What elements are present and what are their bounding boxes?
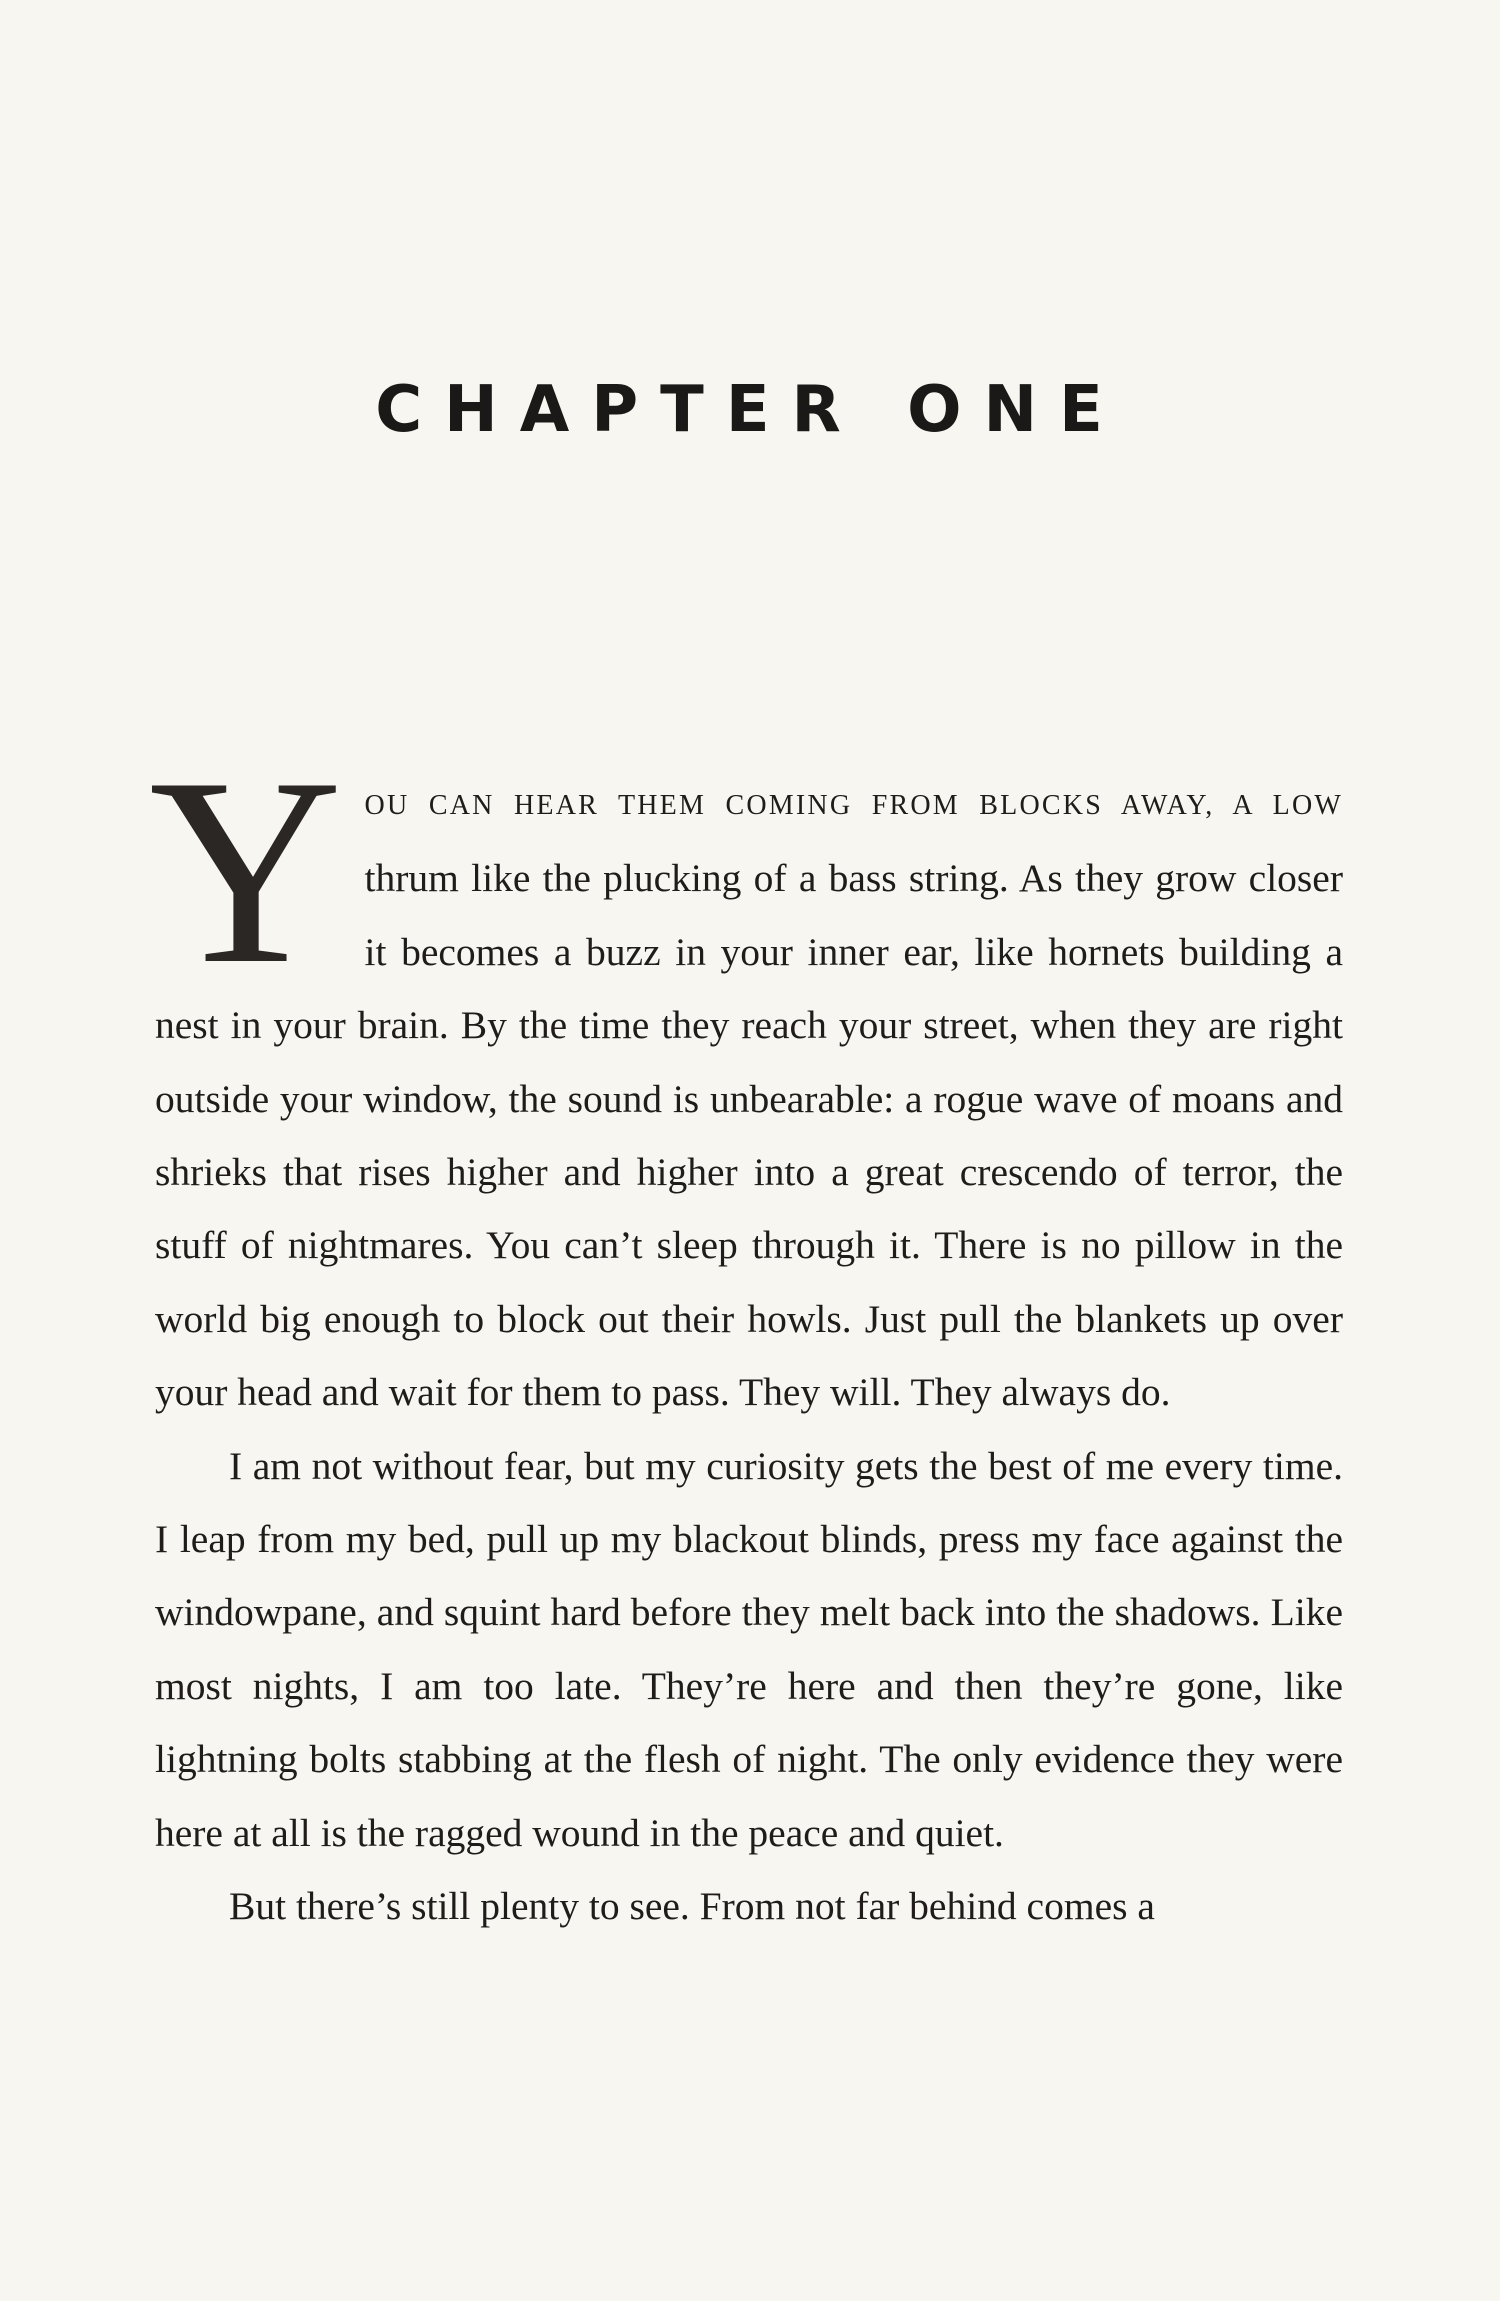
paragraph-1 xyxy=(149,722,1343,1430)
paragraph-3: But there’s still plenty to see. From not far behind comes a xyxy=(229,1884,1155,1929)
chapter-heading: CHAPTER ONE xyxy=(375,373,1125,447)
drop-cap: Y xyxy=(149,722,343,1019)
paragraph-2: I am not without fear, but my curiosity gets the best of me every time. I leap from my bed, pull up my blackout blinds, press my face against the windowpane, and squint hard before they melt back into the shadows. Like most nights, I am too late. They’re here and then they’re gone, like lightning bolts stabbing at the flesh of night. The only evidence they were here at all is the ragged wound in the peace and quiet. xyxy=(155,1443,1343,1855)
opening-small-caps: OU CAN HEAR THEM COMING FROM BLOCKS AWAY, A LOW xyxy=(364,790,1343,821)
chapter-body xyxy=(149,722,1343,1944)
paragraph-1-text: thrum like the plucking of a bass string. As they grow closer it becomes a buzz in your inner ear, like hornets building a nest in your brain. By the time they reach your street, when they are right outside your window, the sound is unbearable: a rogue wave of moans and shrieks that rises higher and higher into a great crescendo of terror, the stuff of nightmares. You can’t sleep through it. There is no pillow in the world big enough to block out their howls. Just pull the blankets up over your head and wait for them to pass. They will. They always do. xyxy=(155,856,1343,1415)
